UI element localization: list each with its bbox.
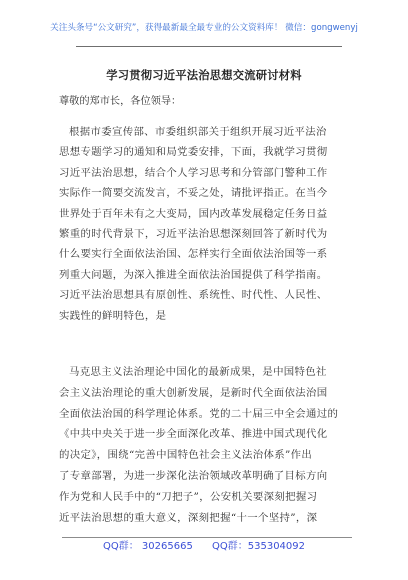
paragraph-line: 实际作一简要交流发言，不妥之处，请批评指正。在当今 [59,187,328,200]
paragraph-line: 世界处于百年未有之大变局，国内改革发展稳定任务日益 [59,207,328,220]
footer [0,540,408,554]
salutation: 尊敬的郑市长，各位领导： [59,96,182,107]
paragraph-line: 会主义法治理论的重大创新发展，是新时代全面依法治国 [59,386,328,399]
paragraph-line: 思想专题学习的通知和局党委安排，下面，我就学习贯彻 [59,146,328,159]
qq-group-1: QQ群： 30265665 [102,541,193,552]
paragraph-1 [59,122,359,326]
paragraph-line: 什么要实行全面依法治国、怎样实行全面依法治国等一系 [59,248,328,261]
paragraph-2 [59,362,359,528]
paragraph-line: 近平法治思想的重大意义，深刻把握“十一个坚持”，深 [59,511,318,524]
paragraph-line: 习近平法治思想具有原创性、系统性、时代性、人民性、 [59,289,328,302]
paragraph-line: 习近平法治思想，结合个人学习思考和分管部门警种工作 [59,166,328,179]
paragraph-line: 作为党和人民手中的“刀把子”，公安机关要深刻把握习 [59,490,318,503]
paragraph-line: 《中共中央关于进一步全面深化改革、推进中国式现代化 [59,428,328,441]
qq-group-2: QQ群：535304092 [212,541,306,552]
paragraph-line: 的决定》，围绕“完善中国特色社会主义法治体系”作出 [59,449,313,462]
paragraph-line: 根据市委宣传部、市委组织部关于组织开展习近平法治 [69,126,327,138]
header-note: 关注头条号“公文研究”，获得最新最全最专业的公文资料库！ 微信：gongwenyj [50,23,358,33]
paragraph-line: 列重大问题，为深入推进全面依法治国提供了科学指南。 [59,268,328,281]
footer-divider [62,537,352,538]
paragraph-line: 实践性的鲜明特色，是 [59,309,167,322]
paragraph-line: 繁重的时代背景下，习近平法治思想深刻回答了新时代为 [59,228,328,241]
paragraph-line: 了专章部署，为进一步深化法治领域改革明确了目标方向 [59,469,328,482]
document-title: 学习贯彻习近平法治思想交流研讨材料 [106,68,302,82]
header-divider [76,46,342,47]
paragraph-line: 马克思主义法治理论中国化的最新成果，是中国特色社 [69,366,327,378]
paragraph-line: 全面依法治国的科学理论体系。党的二十届三中全会通过的 [59,407,339,420]
